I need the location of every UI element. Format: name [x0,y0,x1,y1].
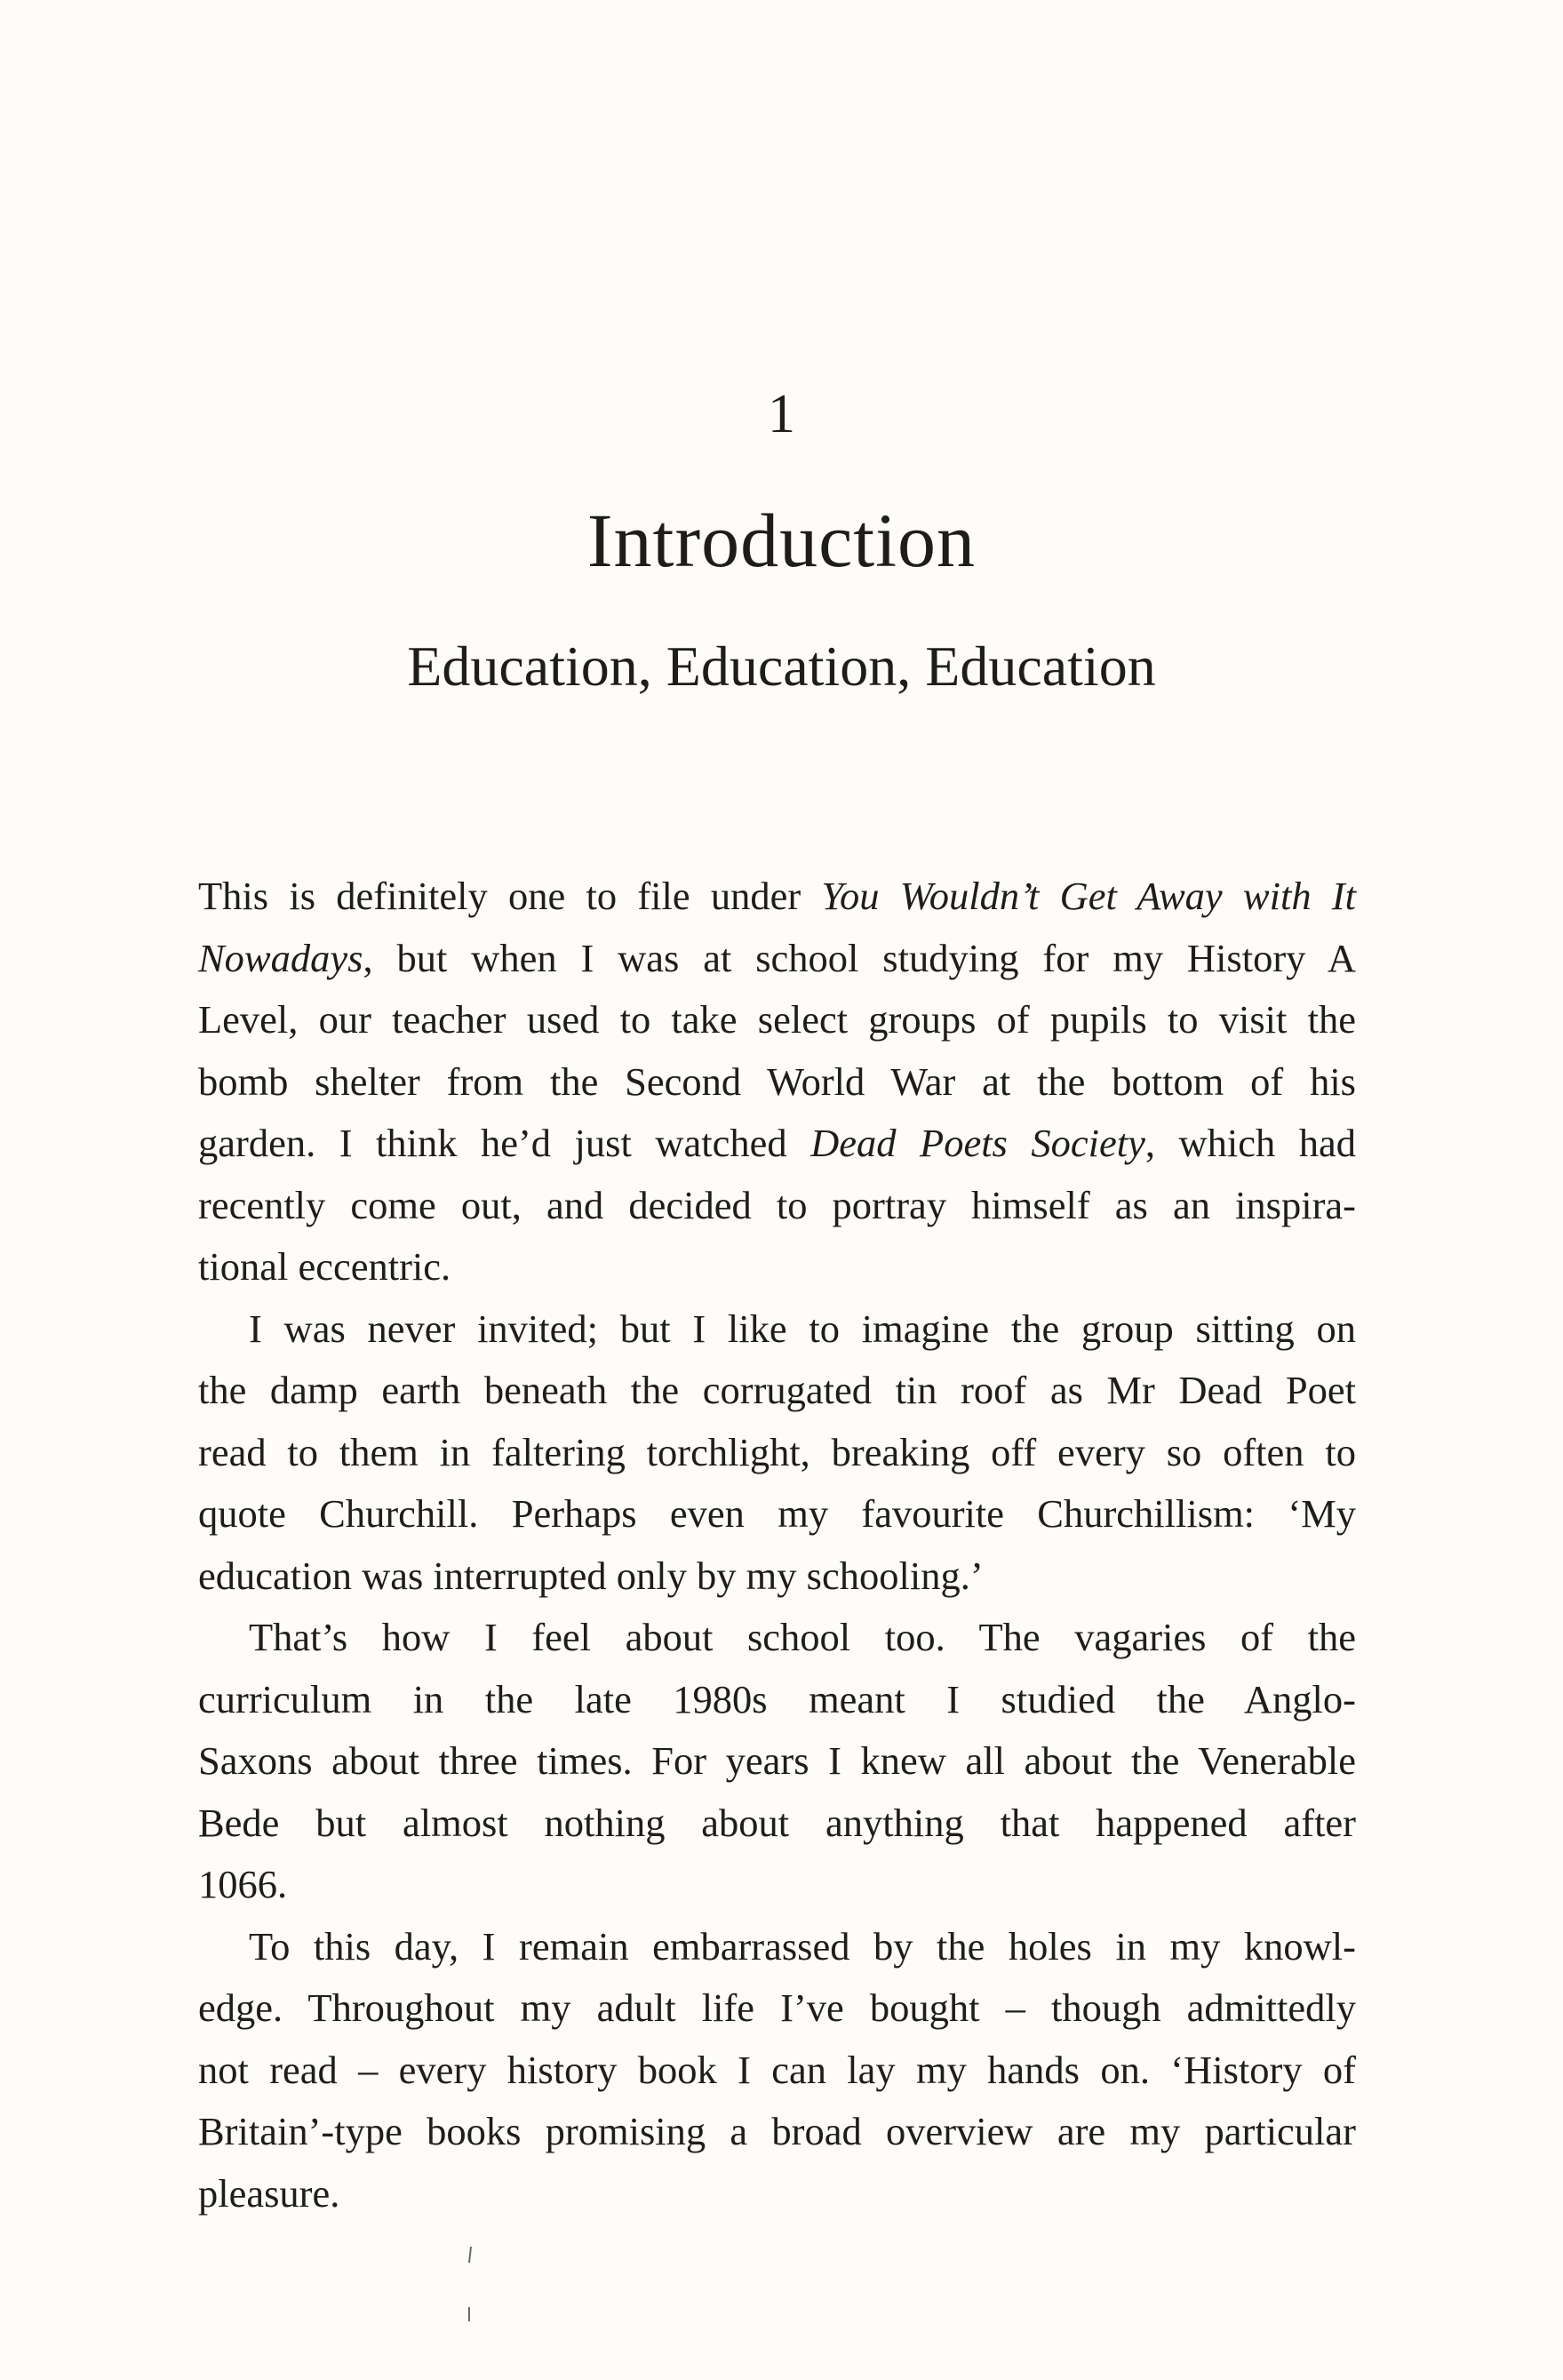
text-line [198,1422,1356,1484]
text-run: pleasure. [198,2170,340,2216]
text-line [198,1298,1356,1361]
body-text [198,866,1356,2224]
text-line [198,1236,1356,1298]
italic-title: You Wouldn’t Get Away with It [821,874,1356,918]
chapter-subtitle: Education, Education, Education [407,635,1156,698]
text-line [198,1730,1356,1793]
italic-title: Nowadays [198,935,363,980]
text-run: That’s how I feel about school too. The vagaries of the [249,1615,1356,1659]
text-run: garden. I think he’d just watched [198,1121,811,1165]
text-line [198,2040,1356,2102]
italic-title: Dead Poets Society [810,1121,1145,1165]
text-run: To this day, I remain embarrassed by the holes in my knowl- [249,1923,1356,1969]
text-run: tional eccentric. [198,1244,451,1289]
text-line [198,989,1356,1051]
text-run: 1066. [198,1862,288,1906]
text-line [198,1545,1356,1608]
text-run: , which had [1144,1121,1356,1165]
text-run: Saxons about three times. For years I knew all about the Venerable [198,1738,1356,1783]
text-run: This is definitely one to file under [198,874,822,918]
text-line [198,928,1356,990]
text-run: edge. Throughout my adult life I’ve bought – though admittedly [198,1985,1356,2030]
paragraph [198,1916,1356,2225]
paragraph [198,1298,1356,1608]
text-line [198,2163,1356,2225]
text-line [198,1051,1356,1114]
text-run: , but when I was at school studying for my History A [363,935,1356,980]
text-run: Britain’-type books promising a broad overview are my particular [198,2109,1356,2153]
text-line [198,1113,1356,1175]
chapter-number: 1 [768,384,795,444]
scan-mark [469,2247,471,2263]
text-line [198,2101,1356,2163]
text-run: Bede but almost nothing about anything that happened after [198,1800,1356,1845]
paragraph [198,1607,1356,1916]
text-run: recently come out, and decided to portray himself as an inspira- [198,1182,1356,1227]
text-run: the damp earth beneath the corrugated tin roof as Mr Dead Poet [198,1368,1356,1412]
text-line [198,1977,1356,2040]
text-run: quote Churchill. Perhaps even my favourite Churchillism: ‘My [198,1491,1356,1536]
chapter-title: Introduction [586,498,977,583]
text-run: Level, our teacher used to take select groups of pupils to visit the [198,997,1356,1042]
text-run: bomb shelter from the Second World War at the bottom of his [198,1058,1356,1104]
text-run: not read – every history book I can lay my hands on. ‘History of [198,2047,1356,2092]
text-line [198,1607,1356,1669]
text-run: education was interrupted only by my schooling.’ [198,1553,984,1598]
text-run: I was never invited; but I like to imagine the group sitting on [249,1306,1356,1351]
text-line [198,866,1356,928]
text-line [198,1175,1356,1237]
text-run: read to them in faltering torchlight, breaking off every so often to [198,1429,1356,1474]
text-line [198,1483,1356,1545]
text-line [198,1916,1356,1978]
text-line [198,1854,1356,1916]
text-run: curriculum in the late 1980s meant I studied the Anglo- [198,1676,1356,1721]
paragraph [198,866,1356,1298]
text-line [198,1793,1356,1855]
text-line [198,1360,1356,1422]
text-line [198,1669,1356,1731]
